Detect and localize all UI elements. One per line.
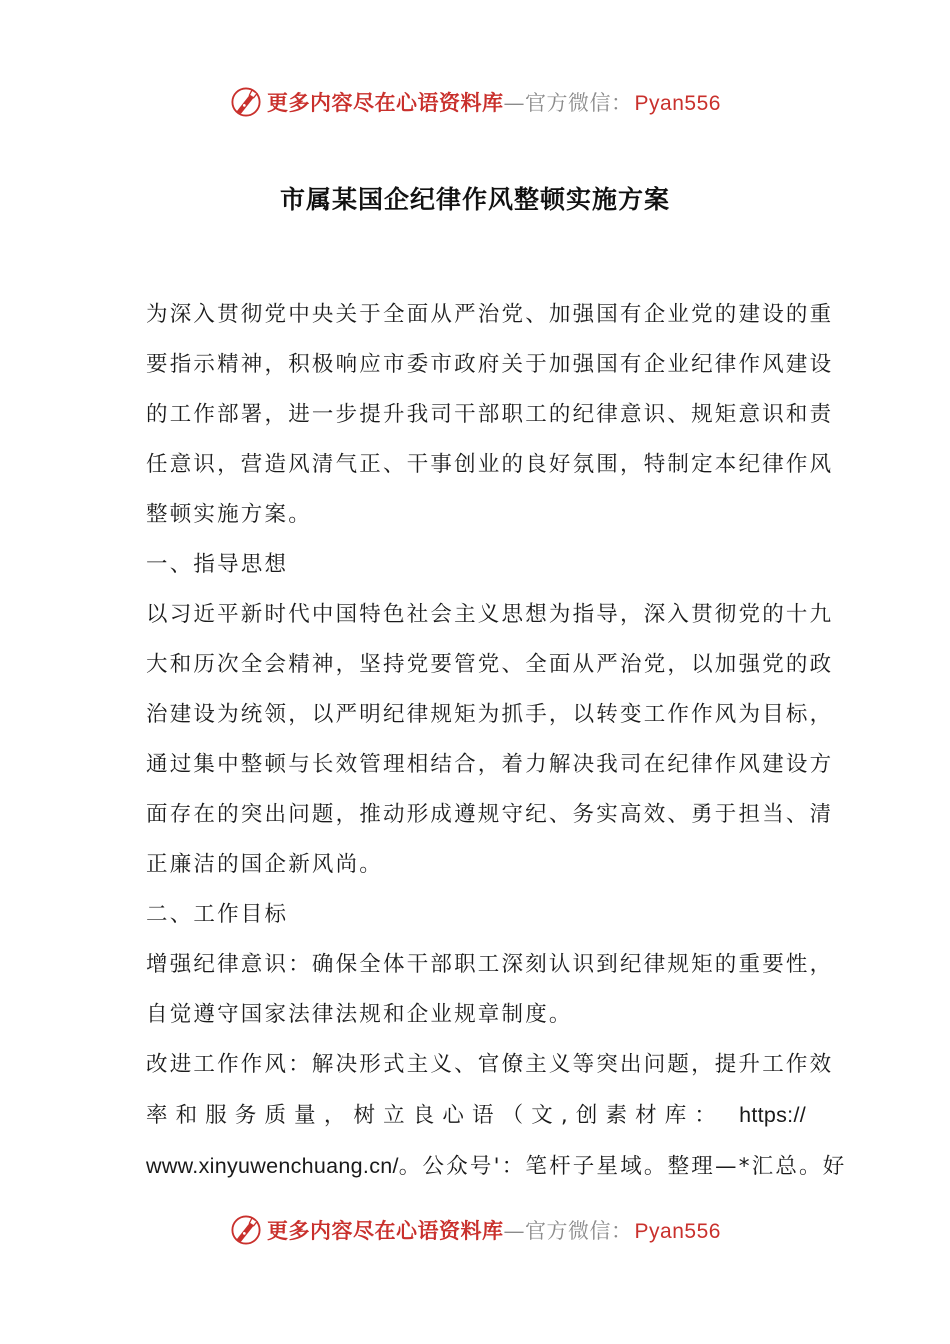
document-title: 市属某国企纪律作风整顿实施方案	[279, 185, 670, 214]
watermark-wechat-id: Pyan556	[634, 92, 721, 115]
watermark-brand: 更多内容尽在心语资料库	[267, 1218, 504, 1243]
watermark-text	[267, 87, 721, 117]
text-line	[146, 1090, 806, 1141]
url-text: www.xinyuwenchuang.cn/	[146, 1154, 399, 1178]
watermark-wechat-id: Pyan556	[634, 1220, 721, 1243]
text-line: 任意识，营造风清气正、干事创业的良好氛围，特制定本纪律作风	[146, 452, 834, 477]
text-line: 正廉洁的国企新风尚。	[146, 852, 384, 877]
watermark-separator: —	[503, 91, 526, 115]
goal-work-style-paragraph	[146, 1040, 847, 1192]
text-line: 增强纪律意识：确保全体干部职工深刻认识到纪律规矩的重要性，	[146, 952, 834, 977]
text-line: 以习近平新时代中国特色社会主义思想为指导，深入贯彻党的十九	[146, 602, 834, 627]
goal-discipline-paragraph	[146, 940, 834, 1040]
watermark-label: 官方微信：	[525, 91, 633, 115]
url-text: https://	[739, 1103, 806, 1127]
text-line: 为深入贯彻党中央关于全面从严治党、加强国有企业党的建设的重	[146, 302, 834, 327]
watermark-text	[267, 1215, 721, 1245]
text-line: 大和历次全会精神，坚持党要管党、全面从严治党，以加强党的政	[146, 652, 834, 677]
text-line: 治建设为统领，以严明纪律规矩为抓手，以转变工作作风为目标，	[146, 702, 834, 727]
text-line: 的工作部署，进一步提升我司干部职工的纪律意识、规矩意识和责	[146, 402, 834, 427]
guiding-thought-paragraph	[146, 590, 834, 890]
text-line: 自觉遵守国家法律法规和企业规章制度。	[146, 1002, 573, 1027]
text-line: 整顿实施方案。	[146, 502, 312, 527]
intro-paragraph	[146, 290, 834, 540]
watermark-separator: —	[503, 1219, 526, 1243]
section-heading-guiding-thought: 一、指导思想	[146, 552, 289, 577]
text-line	[146, 1141, 847, 1192]
text-line: 面存在的突出问题，推动形成遵规守纪、务实高效、勇于担当、清	[146, 802, 834, 827]
document-body	[146, 290, 847, 1192]
text-line: 改进工作作风：解决形式主义、官僚主义等突出问题，提升工作效	[146, 1052, 834, 1077]
pen-nib-logo-icon	[229, 1213, 263, 1247]
watermark-brand: 更多内容尽在心语资料库	[267, 90, 504, 115]
text-segment: 率和服务质量，树立良心语（文,创素材库：	[146, 1103, 725, 1128]
watermark-header	[0, 82, 950, 122]
watermark-label: 官方微信：	[525, 1219, 633, 1243]
text-line: 要指示精神，积极响应市委市政府关于加强国有企业纪律作风建设	[146, 352, 834, 377]
watermark-footer	[0, 1210, 950, 1250]
text-line: 通过集中整顿与长效管理相结合，着力解决我司在纪律作风建设方	[146, 752, 834, 777]
section-heading-work-goals: 二、工作目标	[146, 902, 289, 927]
pen-nib-logo-icon	[229, 85, 263, 119]
text-segment: 。公众号'：笔杆子星域。整理—*汇总。好	[398, 1154, 847, 1179]
